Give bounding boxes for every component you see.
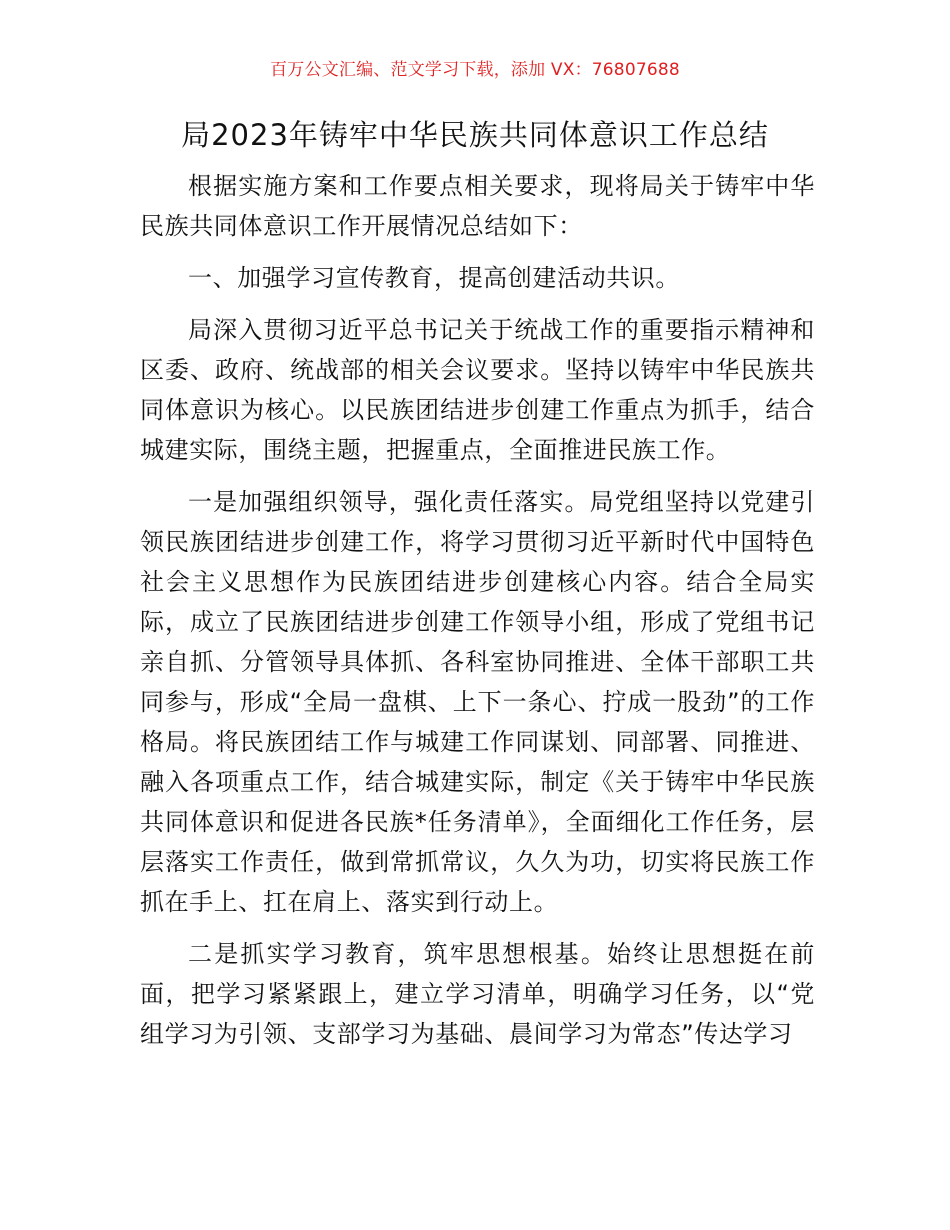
paragraph-study-education: 二是抓实学习教育，筑牢思想根基。始终让思想挺在前面，把学习紧紧跟上，建立学习清单，明确学习任务，以“党组学习为引领、支部学习为基础、晨间学习为常态”传达学习	[140, 940, 815, 1048]
document-title: 局2023年铸牢中华民族共同体意识工作总结	[181, 118, 769, 152]
header-watermark-text: 百万公文汇编、范文学习下载，添加 VX：76807688	[270, 60, 680, 80]
document-body	[140, 166, 815, 1066]
paragraph-overview: 局深入贯彻习近平总书记关于统战工作的重要指示精神和区委、政府、统战部的相关会议要求。坚持以铸牢中华民族共同体意识为核心。以民族团结进步创建工作重点为抓手，结合城建实际，围绕主题，把握重点，全面推进民族工作。	[140, 316, 815, 464]
paragraph-section-heading: 一、加强学习宣传教育，提高创建活动共识。	[188, 264, 680, 292]
paragraph-intro: 根据实施方案和工作要点相关要求，现将局关于铸牢中华民族共同体意识工作开展情况总结如下：	[140, 172, 815, 240]
paragraph-organization-leadership: 一是加强组织领导，强化责任落实。局党组坚持以党建引领民族团结进步创建工作，将学习贯彻习近平新时代中国特色社会主义思想作为民族团结进步创建核心内容。结合全局实际，成立了民族团结进步创建工作领导小组，形成了党组书记亲自抓、分管领导具体抓、各科室协同推进、全体干部职工共同参与，形成“全局一盘棋、上下一条心、拧成一股劲”的工作格局。将民族团结工作与城建工作同谋划、同部署、同推进、融入各项重点工作，结合城建实际，制定《关于铸牢中华民族共同体意识和促进各民族*任务清单》，全面细化工作任务，层层落实工作责任，做到常抓常议，久久为功，切实将民族工作抓在手上、扛在肩上、落实到行动上。	[140, 488, 815, 916]
